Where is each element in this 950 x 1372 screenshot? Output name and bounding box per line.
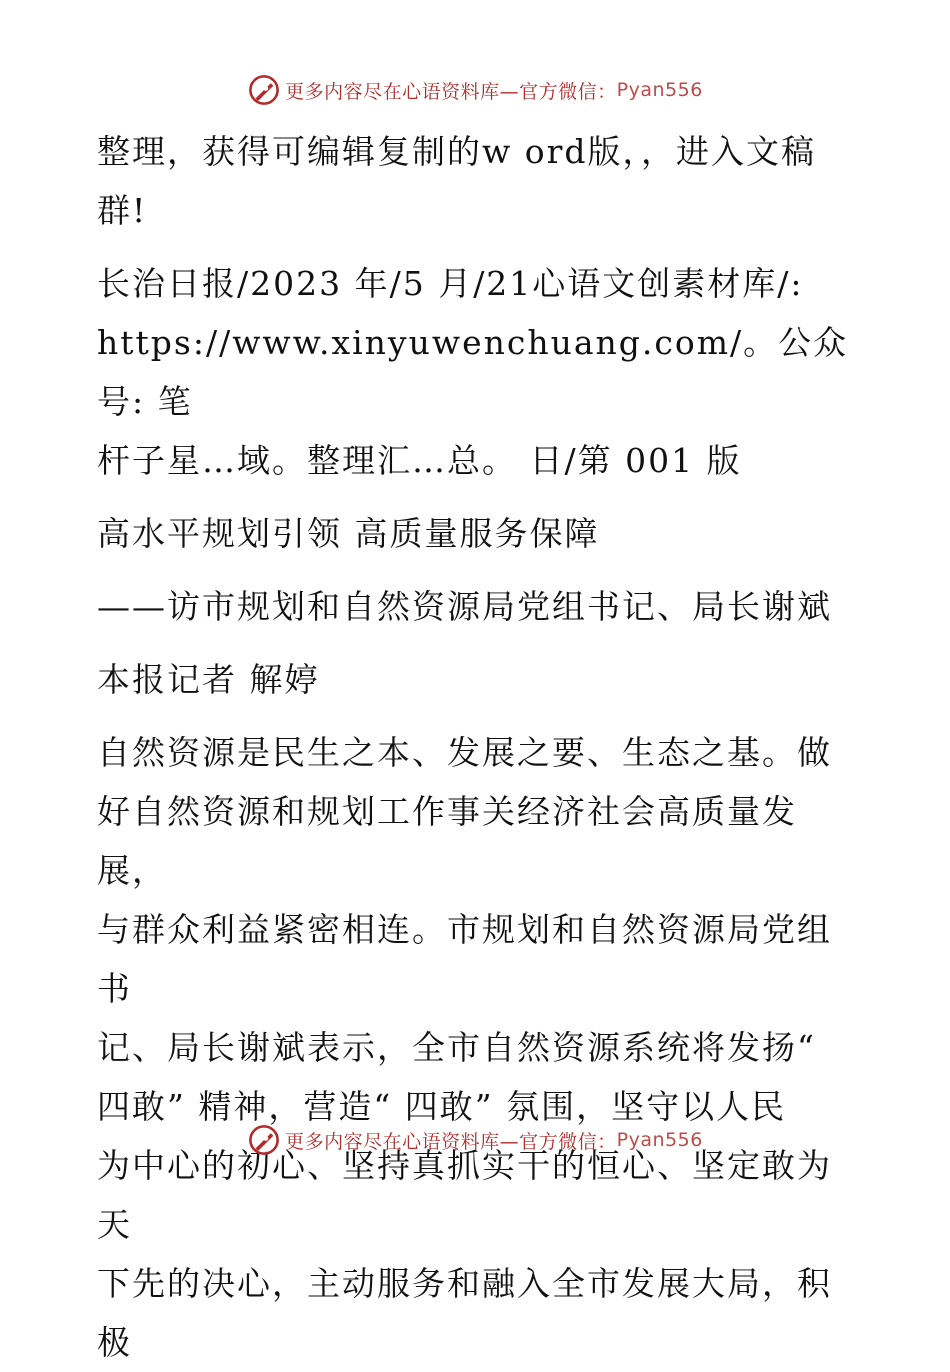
text-line: ——访市规划和自然资源局党组书记、局长谢斌: [97, 587, 832, 626]
text-line: 为中心的初心、坚持真抓实干的恒心、坚定敢为天: [97, 1146, 832, 1244]
text-line: 下先的决心，主动服务和融入全市发展大局，积极: [97, 1264, 832, 1362]
pen-logo-icon: [247, 73, 281, 107]
article-title: [97, 504, 857, 563]
banner-text: 更多内容尽在心语资料库—官方微信：: [285, 80, 617, 103]
banner-text: 更多内容尽在心语资料库—官方微信：: [285, 1130, 617, 1153]
text-line: 与群众利益紧密相连。市规划和自然资源局党组书: [97, 910, 832, 1008]
paragraph-intro: [97, 122, 857, 240]
text-line: 长治日报/2023 年/5 月/21心语文创素材库/:: [97, 264, 804, 303]
text-line: 四敢” 精神，营造“ 四敢” 氛围，坚守以人民: [97, 1087, 787, 1126]
text-line: 杆子星…域。整理汇…总。 日/第 001 版: [97, 441, 742, 480]
document-body: [97, 122, 857, 1372]
article-byline: [97, 650, 857, 709]
text-line: https://www.xinyuwenchuang.com/。公众号: 笔: [97, 323, 849, 421]
text-line: 整理，获得可编辑复制的w ord版，，进入文稿: [97, 132, 817, 171]
header-banner: [0, 70, 950, 110]
pen-logo-icon: [247, 1123, 281, 1157]
banner-wechat-id: Pyan556: [616, 1129, 703, 1151]
footer-banner: [0, 1120, 950, 1160]
text-line: 记、局长谢斌表示，全市自然资源系统将发扬“: [97, 1028, 816, 1067]
text-line: 本报记者 解婷: [97, 660, 320, 699]
paragraph-body: [97, 723, 857, 1372]
paragraph-source: [97, 254, 857, 490]
text-line: 好自然资源和规划工作事关经济社会高质量发展，: [97, 792, 797, 890]
text-line: 群!: [97, 191, 148, 230]
article-subtitle: [97, 577, 857, 636]
banner-wechat-id: Pyan556: [616, 79, 703, 101]
text-line: 高水平规划引领 高质量服务保障: [97, 514, 600, 553]
text-line: 自然资源是民生之本、发展之要、生态之基。做: [97, 733, 832, 772]
